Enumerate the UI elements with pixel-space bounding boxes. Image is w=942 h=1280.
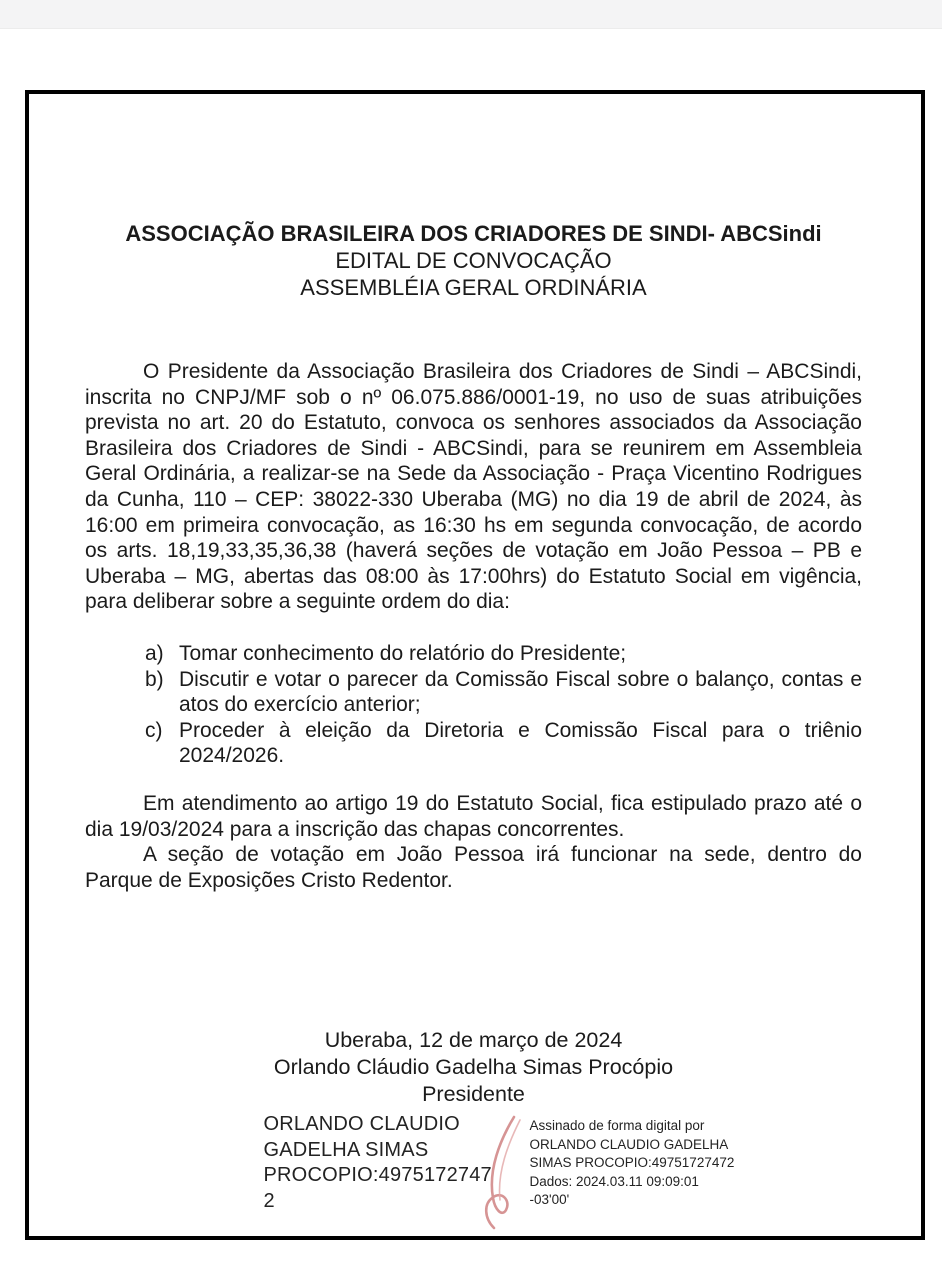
- agenda-text-a: Tomar conhecimento do relatório do Presidente;: [179, 641, 627, 665]
- signature-details-text: [530, 1112, 768, 1209]
- signature-subject-text: [263, 1112, 492, 1214]
- agenda-item-b: [145, 667, 862, 718]
- closing-place-date: Uberaba, 12 de março de 2024: [324, 1028, 623, 1053]
- title-block: [85, 220, 862, 301]
- signature-subject-line: 2: [263, 1189, 275, 1212]
- agenda-label-b: b): [145, 667, 164, 691]
- paragraph-convocation: O Presidente da Associação Brasileira dos Criadores de Sindi – ABCSindi, inscrita no CNPJ/MF sob o nº 06.075.886/0001-19, no uso de suas atribuições prevista no art. 20 do Estatuto, convoca os senhores associados da Associação Brasileira dos Criadores de Sindi - ABCSindi, para se reunirem em Assembleia Geral Ordinária, a realizar-se na Sede da Associação - Praça Vicentino Rodrigues da Cunha, 110 – CEP: 38022-330 Uberaba (MG) no dia 19 de abril de 2024, às 16:00 em primeira convocação, as 16:30 hs em segunda convocação, de acordo os arts. 18,19,33,35,36,38 (haverá seções de votação em João Pessoa – PB e Uberaba – MG, abertas das 08:00 às 17:00hrs) do Estatuto Social em vigência, para deliberar sobre a seguinte ordem do dia:: [85, 360, 862, 614]
- signature-details-line: SIMAS PROCOPIO:49751727472: [529, 1155, 735, 1171]
- closing-signer-name: Orlando Cláudio Gadelha Simas Procópio: [273, 1055, 674, 1080]
- agenda-text-c: Proceder à eleição da Diretoria e Comissão Fiscal para o triênio 2024/2026.: [179, 718, 862, 768]
- signature-subject-line: ORLANDO CLAUDIO: [263, 1113, 460, 1136]
- signature-subject-line: GADELHA SIMAS: [263, 1138, 429, 1161]
- closing-signer-role: Presidente: [422, 1082, 525, 1107]
- signature-details-line: -03'00': [529, 1191, 570, 1207]
- agenda-text-b: Discutir e votar o parecer da Comissão Fiscal sobre o balanço, contas e atos do exercício anterior;: [179, 667, 862, 717]
- document-border-frame: [25, 90, 925, 1240]
- signature-details-line: ORLANDO CLAUDIO GADELHA: [529, 1136, 729, 1152]
- digital-signature-block: [169, 1112, 862, 1232]
- signature-subject-line: PROCOPIO:4975172747: [263, 1164, 492, 1187]
- agenda-item-a: [145, 641, 862, 667]
- browser-top-strip: [0, 0, 942, 29]
- signature-flourish-icon: [478, 1114, 526, 1232]
- paragraph-deadline: Em atendimento ao artigo 19 do Estatuto Social, fica estipulado prazo até o dia 19/03/2024 para a inscrição das chapas concorrentes.: [85, 791, 862, 841]
- document-content: [29, 94, 921, 1232]
- agenda-label-a: a): [145, 641, 164, 665]
- paragraph-voting-location: A seção de votação em João Pessoa irá funcionar na sede, dentro do Parque de Exposições Cristo Redentor.: [85, 843, 862, 892]
- document-title: ASSOCIAÇÃO BRASILEIRA DOS CRIADORES DE SINDI- ABCSindi: [125, 221, 822, 246]
- agenda-list: [145, 641, 862, 769]
- closing-block: [85, 1027, 862, 1108]
- signature-details-line: Dados: 2024.03.11 09:09:01: [529, 1173, 699, 1189]
- agenda-item-c: [145, 718, 862, 769]
- agenda-label-c: c): [145, 718, 163, 742]
- signature-details-line: Assinado de forma digital por: [529, 1118, 705, 1134]
- document-subtitle-2: ASSEMBLÉIA GERAL ORDINÁRIA: [300, 275, 647, 300]
- document-subtitle-1: EDITAL DE CONVOCAÇÃO: [335, 248, 612, 273]
